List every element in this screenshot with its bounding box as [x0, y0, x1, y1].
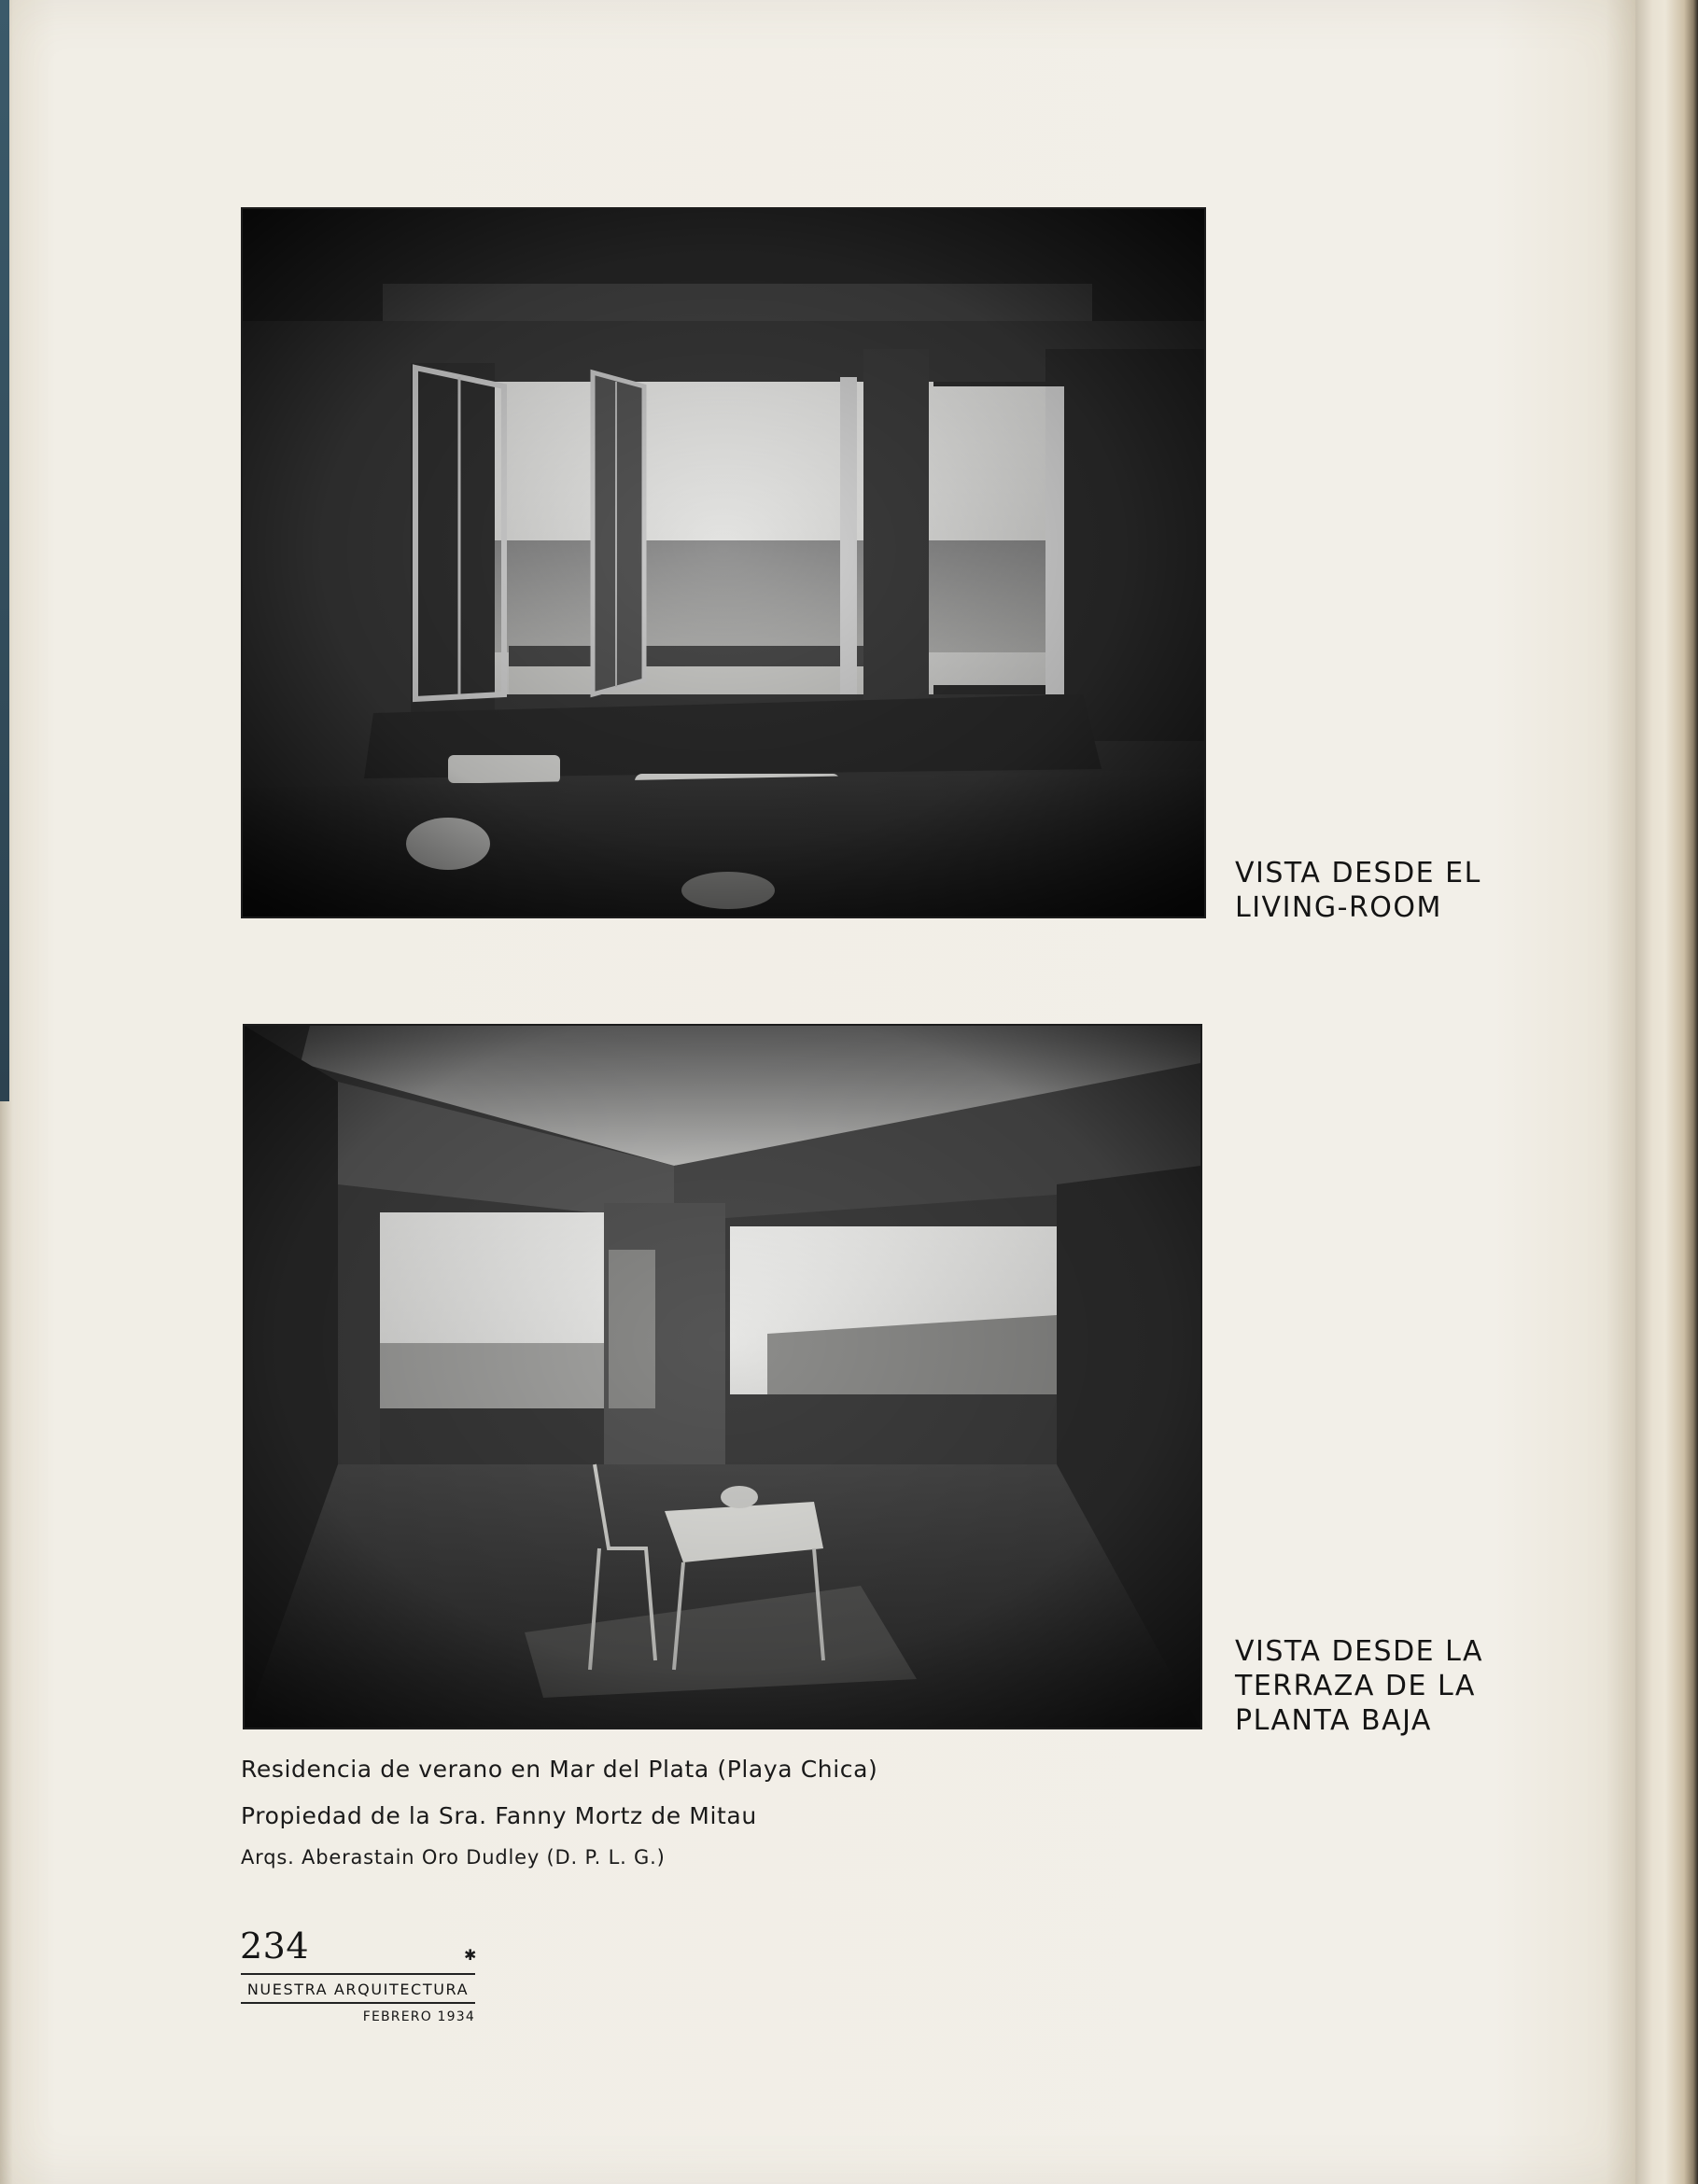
caption-line: LIVING-ROOM: [1235, 891, 1442, 924]
next-page-edge: [1635, 0, 1698, 2184]
caption-line: PLANTA BAJA: [1235, 1704, 1432, 1737]
journal-name: NUESTRA ARQUITECTURA: [246, 1981, 470, 1998]
journal-footer: [241, 1973, 475, 2024]
photo-living-room-view: [241, 207, 1206, 918]
credit-architects: Arqs. Aberastain Oro Dudley (D. P. L. G.): [241, 1846, 666, 1869]
credit-title: Residencia de verano en Mar del Plata (Playa Chica): [241, 1756, 878, 1783]
caption-line: VISTA DESDE LA: [1235, 1635, 1484, 1668]
issue-date: FEBRERO 1934: [362, 2009, 475, 2024]
caption-line: VISTA DESDE EL: [1235, 857, 1481, 889]
photo-terrace-view: [243, 1024, 1202, 1729]
caption-living-room: [1235, 856, 1481, 925]
page-number: 234: [240, 1925, 310, 1967]
ornament-star-icon: ✱: [464, 1946, 477, 1964]
caption-terrace: [1235, 1634, 1483, 1738]
caption-line: TERRAZA DE LA: [1235, 1670, 1476, 1702]
binding-edge: [0, 0, 9, 1101]
credit-owner: Propiedad de la Sra. Fanny Mortz de Mitau: [241, 1802, 757, 1829]
